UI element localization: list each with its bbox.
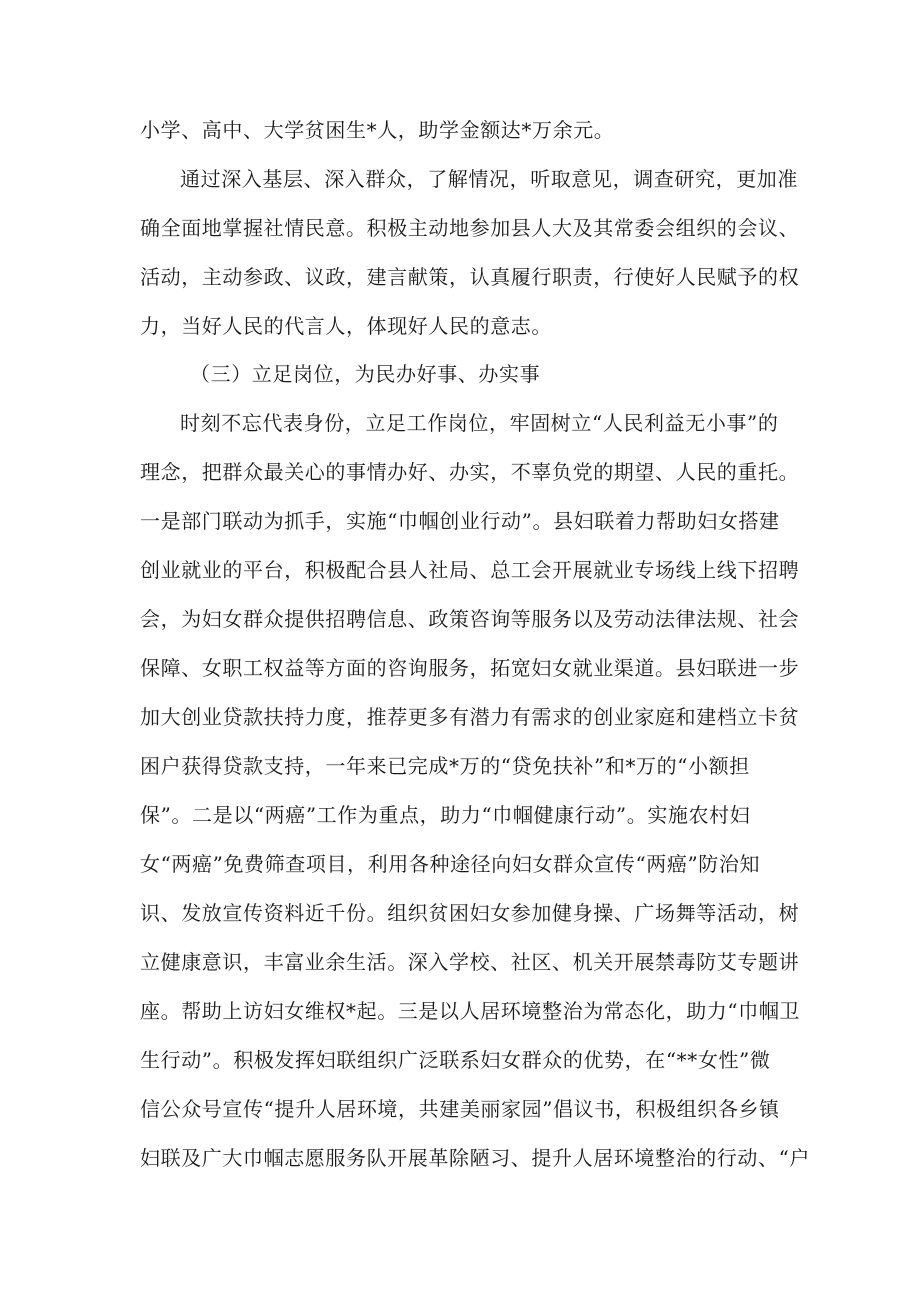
- text-line: 保”。二是以“两癌”工作为重点，助力“巾帼健康行动”。实施农村妇: [140, 803, 751, 827]
- text-line: 识、发放宣传资料近千份。组织贫困妇女参加健身操、广场舞等活动，树: [140, 901, 800, 925]
- text-line: 力，当好人民的代言人，体现好人民的意志。: [140, 314, 552, 338]
- paragraph-first-line: 时刻不忘代表身份，立足工作岗位，牢固树立“人民利益无小事”的: [180, 411, 779, 435]
- text-line: 立健康意识，丰富业余生活。深入学校、社区、机关开展禁毒防艾专题讲: [140, 950, 800, 974]
- text-line: 加大创业贷款扶持力度，推荐更多有潜力有需求的创业家庭和建档立卡贫: [140, 705, 800, 729]
- paragraph-first-line: 通过深入基层、深入群众，了解情况，听取意见，调查研究，更加准: [180, 167, 798, 191]
- text-line: 保障、女职工权益等方面的咨询服务，拓宽妇女就业渠道。县妇联进一步: [140, 656, 800, 680]
- text-line: 生行动”。积极发挥妇联组织广泛联系妇女群众的优势，在“**女性”微: [140, 1048, 771, 1072]
- text-line: 理念，把群众最关心的事情办好、办实，不辜负党的期望、人民的重托。: [140, 460, 800, 484]
- text-line: 女“两癌”免费筛查项目，利用各种途径向妇女群众宣传“两癌”防治知: [140, 852, 761, 876]
- text-line: 活动，主动参政、议政，建言献策，认真履行职责，行使好人民赋予的权: [140, 265, 800, 289]
- text-line: 信公众号宣传“提升人居环境，共建美丽家园”倡议书，积极组织各乡镇: [140, 1097, 780, 1121]
- text-line: 小学、高中、大学贫困生*人，助学金额达*万余元。: [140, 118, 615, 142]
- text-line: 妇联及广大巾帼志愿服务队开展革除陋习、提升人居环境整治的行动、“户: [140, 1146, 811, 1170]
- text-line: 座。帮助上访妇女维权*起。三是以人居环境整治为常态化，助力“巾帼卫: [140, 999, 801, 1023]
- text-line: 确全面地掌握社情民意。积极主动地参加县人大及其常委会组织的会议、: [140, 216, 800, 240]
- text-line: 创业就业的平台，积极配合县人社局、总工会开展就业专场线上线下招聘: [140, 558, 800, 582]
- text-line: 会，为妇女群众提供招聘信息、政策咨询等服务以及劳动法律法规、社会: [140, 607, 800, 631]
- text-line: 一是部门联动为抓手，实施“巾帼创业行动”。县妇联着力帮助妇女搭建: [140, 509, 780, 533]
- text-line: 困户获得贷款支持，一年来已完成*万的“贷免扶补”和*万的“小额担: [140, 754, 750, 778]
- section-heading: （三）立足岗位，为民办好事、办实事: [190, 362, 541, 386]
